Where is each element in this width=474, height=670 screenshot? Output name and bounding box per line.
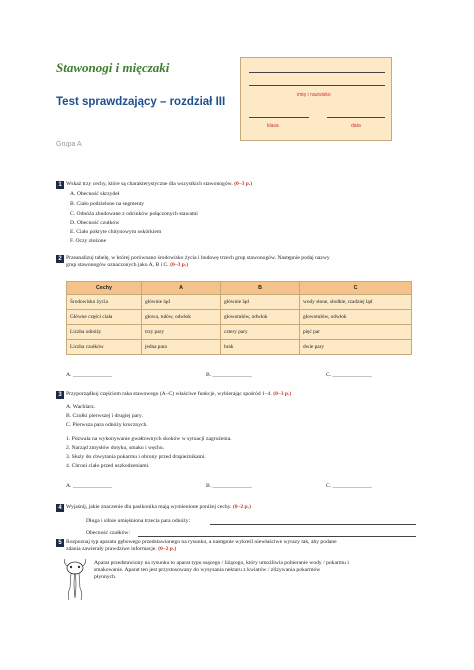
page-subtitle: Test sprawdzający – rozdział III [56,96,226,108]
date-line[interactable] [327,117,385,118]
q2-answer-b[interactable]: B. ______________ [206,372,252,378]
question-2-number: 2 [56,255,64,263]
table-cell: Liczba czułków [67,340,142,355]
table-cell: wody słone, słodkie, rzadziej ląd [300,295,412,310]
table-cell: cztery pary [221,325,300,340]
q1-option-e[interactable]: E. Ciało pokryte chitynowym oskórkiem [70,229,162,235]
question-4-text [66,504,426,511]
table-row [67,295,412,310]
table-row [67,325,412,340]
q1-option-f[interactable]: F. Oczy złożone [70,238,107,244]
question-1-number: 1 [56,181,64,189]
q3-function-3: 3. Służy do chwytania pokarmu i obrony przed drapieżnikami. [66,454,206,460]
question-3-prompt: Przyporządkuj częściom raka stawowego (A–C) właściwe funkcje, wybierając spośród 1–4. [66,391,272,397]
q3-answer-c[interactable]: C. ______________ [326,483,372,489]
table-row [67,310,412,325]
question-4-number: 4 [56,504,64,512]
question-1-points: (0–3 p.) [234,181,253,187]
table-cell: jedna para [142,340,221,355]
table-cell: głównie ląd [221,295,300,310]
question-2-text [66,255,426,269]
table-header-cell: B [221,282,300,295]
comparison-table [66,281,412,355]
q1-option-b[interactable]: B. Ciało podzielone na segmenty [70,201,145,207]
q4-answer-line-1[interactable] [210,524,416,525]
table-cell: głowotułów, odwłok [300,310,412,325]
table-cell: Liczba odnóży [67,325,142,340]
question-5-number: 5 [56,539,64,547]
table-cell: Główne części ciała [67,310,142,325]
table-cell: dwie pary [300,340,412,355]
q5-paragraph-line-2: smakowanie. Aparat ten jest przystosowany do wysysania nektaru z kwiatów / zlizywania pokarmów [94,567,321,574]
q1-option-c[interactable]: C. Odnóża zbudowane z odcinków połączonych stawami [70,211,198,217]
q1-option-d[interactable]: D. Obecność czułków [70,220,120,226]
q5-paragraph-line-1: Aparat przedstawiony na rysunku to aparat typu ssącego / liżącego, który umożliwia pobieranie wody / pokarmu i [94,560,349,566]
question-4-prompt: Wyjaśnij, jakie znaczenie dla pasikonika mają wymienione poniżej cechy. [66,504,232,510]
class-label: klasa [267,123,279,129]
q3-function-1: 1. Pozwala na wykonywanie gwałtownych skoków w sytuacji zagrożenia. [66,436,232,442]
question-1-text [66,181,426,188]
question-5-prompt-2: zdania zawierały prawdziwe informacje. [66,546,157,553]
question-2-prompt-2: grup stawonogów oznaczonych jako A, B i C. [66,262,169,269]
name-line-2[interactable] [249,85,385,86]
q3-answer-b[interactable]: B. ______________ [206,483,252,489]
table-cell: trzy pary [142,325,221,340]
table-header-cell: C [300,282,412,295]
insect-mouthpart-illustration [62,558,88,602]
question-3-number: 3 [56,391,64,399]
question-2-prompt-1: Przeanalizuj tabelę, w której porównano środowisko życia i budowę trzech grup stawonogów. Następnie podaj nazwy [66,255,330,261]
table-cell: pięć par [300,325,412,340]
q4-answer-line-2[interactable] [138,536,416,537]
q3-answer-a[interactable]: A. ______________ [66,483,112,489]
question-3-text [66,391,426,398]
question-4-points: (0–2 p.) [232,504,251,510]
name-line-1[interactable] [249,72,385,73]
name-label: imię i nazwisko [297,92,331,98]
question-5-text [66,539,426,553]
student-info-box [240,57,392,141]
q3-part-c: C. Pierwsza para odnóży krocznych. [66,422,148,428]
question-3-points: (0–3 p.) [273,391,292,397]
table-cell: głównie ląd [142,295,221,310]
table-header-row [67,282,412,295]
q1-option-a[interactable]: A. Obecność skrzydeł [70,191,120,197]
table-header-cell: Cechy [67,282,142,295]
question-2-points: (0–3 p.) [170,262,189,269]
table-header-cell: A [142,282,221,295]
table-cell: brak [221,340,300,355]
q4-item-2: Obecność czułków: [86,530,130,536]
question-5-points: (0–2 p.) [158,546,177,553]
table-row [67,340,412,355]
q3-function-2: 2. Narząd zmysłów dotyku, smaku i węchu. [66,445,165,451]
question-5-prompt-1: Rozpoznaj typ aparatu gębowego przedstawionego na rysunku, a następnie wykreśl niewłaściwe wyrazy tak, aby podane [66,539,337,545]
q2-answer-c[interactable]: C. ______________ [326,372,372,378]
date-label: data [351,123,361,129]
table-cell: Środowisko życia [67,295,142,310]
q5-paragraph-line-3: płynnych. [94,574,117,581]
question-5-paragraph [94,560,424,582]
page-title: Stawonogi i mięczaki [56,60,170,75]
class-line[interactable] [249,117,309,118]
q3-function-4: 4. Chroni ciało przed uszkodzeniami. [66,463,150,469]
q3-part-a: A. Wachlarz. [66,404,96,410]
table-cell: głowotułów, odwłok [221,310,300,325]
question-1-prompt: Wskaż trzy cechy, które są charakterystyczne dla wszystkich stawonogów. [66,181,233,187]
q4-item-1: Długa i silnie umięśniona trzecia para odnóży: [86,518,191,524]
table-cell: głowa, tułów, odwłok [142,310,221,325]
q2-answer-a[interactable]: A. ______________ [66,372,112,378]
q3-part-b: B. Czułki pierwszej i drugiej pary. [66,413,143,419]
group-label: Grupa A [56,141,82,148]
